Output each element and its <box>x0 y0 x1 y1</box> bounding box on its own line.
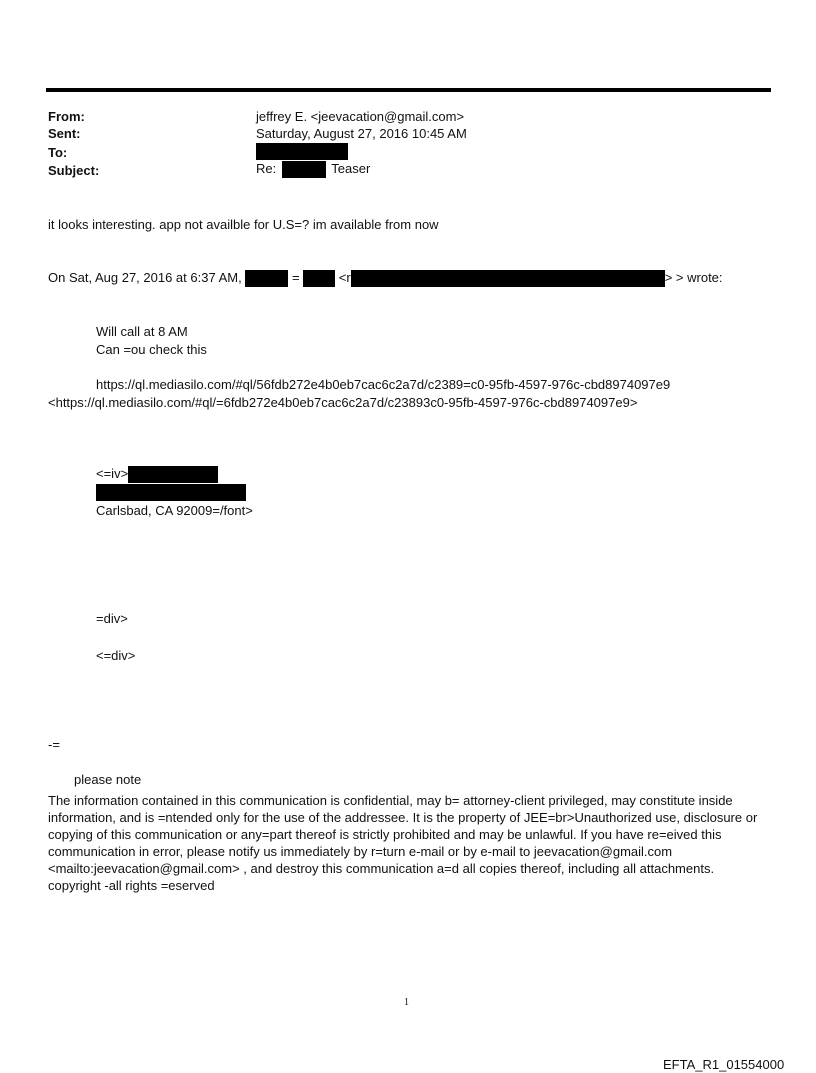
quote-intro-start: On Sat, Aug 27, 2016 at 6:37 AM, <box>48 270 242 285</box>
call-line: Will call at 8 AM <box>96 324 188 339</box>
page-number: 1 <box>404 997 409 1008</box>
quote-intro-eq: = <box>291 270 300 285</box>
redaction-block <box>128 466 218 483</box>
subject-label: Subject: <box>48 163 100 178</box>
quote-intro-end: > > wrote: <box>664 270 723 285</box>
reply-text: it looks interesting. app not availble for U.S=? im available from now <box>48 217 439 232</box>
subject-suffix: Teaser <box>331 161 371 176</box>
disclaimer-text: The information contained in this communication is confidential, may b= attorney-client privileged, may constitute inside information, and is =ntended only for the use of the addressee. It is the property of JEE=br>Unauthorized use, disclosure or copying of this communication or any=part thereof is strictly prohibited and may be unlawful. If you have re=eived this communication in error, please notify us immediately by r=turn e-mail or by e-mail to jeevacation@gmail.com <mailto:jeevacation@gmail.com> , and destroy this communication a=d all copies thereof, including all attachments. copyright -all rights =eserved <box>48 793 758 893</box>
subject-value <box>256 161 370 178</box>
check-line: Can =ou check this <box>96 342 207 357</box>
div-close-1: =div> <box>96 611 128 626</box>
redaction-block <box>96 484 246 501</box>
quote-intro <box>48 270 723 287</box>
signature-div <box>96 466 218 483</box>
redaction-block <box>303 270 335 287</box>
header-rule <box>46 88 771 92</box>
redaction-block <box>351 270 665 287</box>
div-close-2: <=div> <box>96 648 136 663</box>
disclaimer-note: please note <box>74 772 142 787</box>
signature-div-tag: <=iv> <box>96 466 129 481</box>
signature-city: Carlsbad, CA 92009=/font> <box>96 503 253 518</box>
sent-label: Sent: <box>48 126 81 141</box>
quote-intro-lt: <r <box>338 270 351 285</box>
redaction-block <box>282 161 326 178</box>
document-id: EFTA_R1_01554000 <box>663 1057 785 1072</box>
link-line-1[interactable]: https://ql.mediasilo.com/#ql/56fdb272e4b0eb7cac6c2a7d/c2389=c0-95fb-4597-976c-cbd8974097e9 <box>96 377 671 392</box>
separator-text: -= <box>48 737 60 752</box>
from-label: From: <box>48 109 85 124</box>
signature-redacted-line <box>96 484 246 501</box>
to-value <box>256 143 348 160</box>
from-value: jeffrey E. <jeevacation@gmail.com> <box>256 109 465 124</box>
subject-prefix: Re: <box>256 161 277 176</box>
to-label: To: <box>48 145 68 160</box>
sent-value: Saturday, August 27, 2016 10:45 AM <box>256 126 467 141</box>
link-line-2[interactable]: <https://ql.mediasilo.com/#ql/=6fdb272e4b0eb7cac6c2a7d/c23893c0-95fb-4597-976c-cbd8974097e9> <box>48 395 638 410</box>
redaction-block <box>256 143 348 160</box>
redaction-block <box>245 270 288 287</box>
